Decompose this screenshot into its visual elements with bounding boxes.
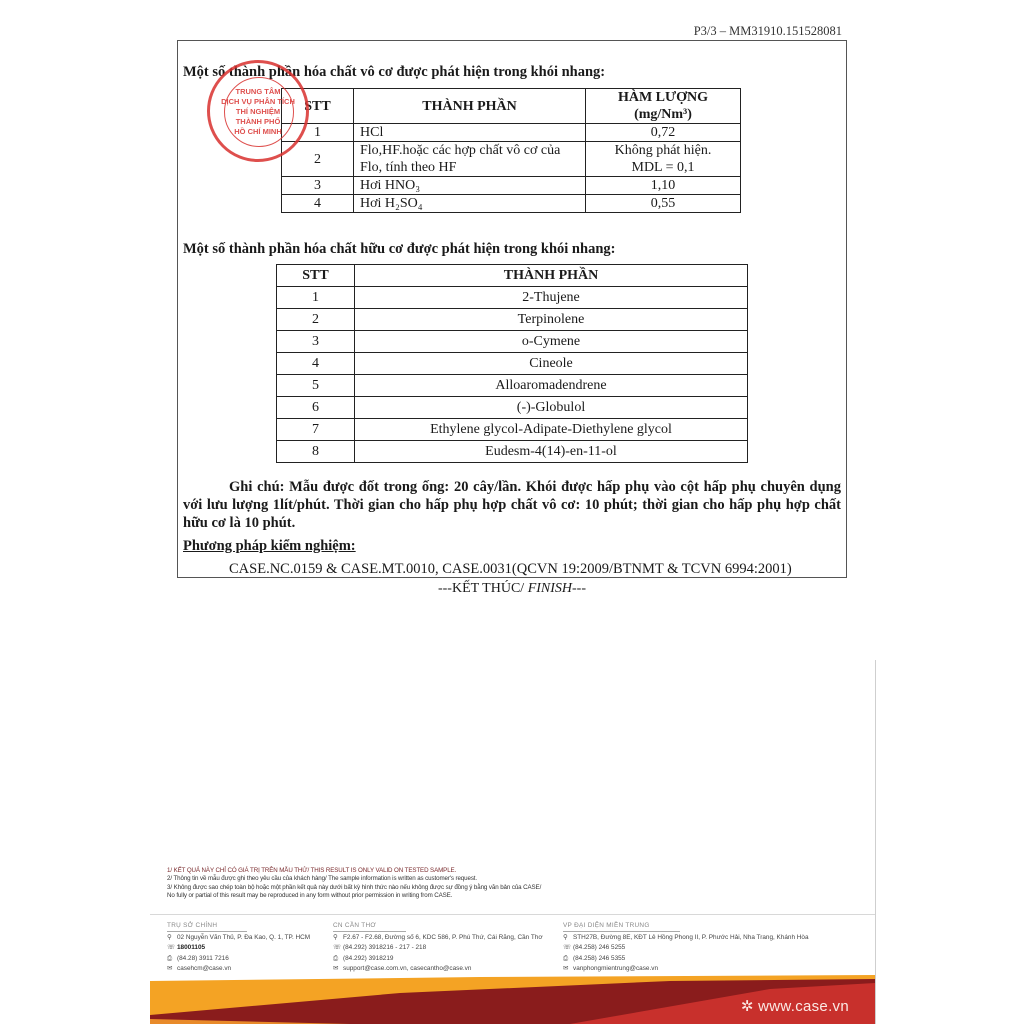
cell-component: 2-Thujene	[355, 287, 748, 309]
cell-component: Hơi HNO₃	[354, 177, 586, 195]
office-name: CN CẦN THƠ	[333, 921, 406, 932]
email-icon: ✉	[563, 964, 569, 972]
table-row	[282, 177, 741, 195]
cell-component: Terpinolene	[355, 309, 748, 331]
cell-component: (-)-Globulol	[355, 397, 748, 419]
cell-stt: 2	[277, 309, 355, 331]
stamp-text: TRUNG TÂM DỊCH VỤ PHÂN TÍCH THÍ NGHIỆM THÀNH PHỐ HỒ CHÍ MINH	[221, 87, 295, 136]
cell-component: Flo,HF.hoặc các hợp chất vô cơ của Flo, tính theo HF	[354, 142, 586, 177]
red-seal-stamp	[207, 60, 309, 162]
cell-component: Ethylene glycol-Adipate-Diethylene glycol	[355, 419, 748, 441]
office-address: ⚲ STH27B, Đường 8E, KĐT Lê Hồng Phong II, P. Phước Hải, Nha Trang, Khánh Hòa	[563, 933, 809, 943]
disclaimer-2: 2/ Thông tin về mẫu được ghi theo yêu cầu của khách hàng/ The sample information is written as customer's request.	[167, 875, 478, 883]
office-address: ⚲ F2.67 - F2.68, Đường số 6, KDC 586, P. Phú Thứ, Cái Răng, Cần Thơ	[333, 933, 543, 943]
table-header-row	[282, 89, 741, 124]
organic-section-title: Một số thành phần hóa chất hữu cơ được phát hiện trong khói nhang:	[183, 241, 616, 257]
website-link[interactable]: ✲ www.case.vn	[740, 998, 849, 1015]
table-row	[277, 331, 748, 353]
cell-stt: 6	[277, 397, 355, 419]
email-icon: ✉	[167, 964, 173, 972]
office-address: ⚲ 02 Nguyễn Văn Thủ, P. Đa Kao, Q. 1, TP. HCM	[167, 933, 310, 943]
cell-component: HCl	[354, 124, 586, 142]
cell-stt: 4	[282, 195, 354, 213]
cell-stt: 1	[282, 124, 354, 142]
cell-component: Eudesm-4(14)-en-11-ol	[355, 441, 748, 463]
phone-icon: ☏	[563, 944, 571, 952]
office-fax: ⎙ (84.28) 3911 7216	[167, 954, 310, 964]
office-email[interactable]: ✉ support@case.com.vn, casecantho@case.vn	[333, 964, 543, 974]
header-stt: STT	[277, 265, 355, 287]
table-row	[282, 124, 741, 142]
table-row	[277, 441, 748, 463]
table-row	[277, 397, 748, 419]
office-email[interactable]: ✉ vanphongmientrung@case.vn	[563, 964, 809, 974]
office-name: VP ĐẠI DIỆN MIỀN TRUNG	[563, 921, 680, 932]
cell-value: Không phát hiện. MDL = 0,1	[586, 142, 741, 177]
header-component: THÀNH PHẦN	[355, 265, 748, 287]
phone-icon: ☏	[333, 944, 341, 952]
table-row	[277, 309, 748, 331]
cell-component: Cineole	[355, 353, 748, 375]
location-pin-icon: ⚲	[167, 934, 172, 942]
location-pin-icon: ⚲	[563, 934, 568, 942]
cell-value: 0,72	[586, 124, 741, 142]
table-row	[277, 375, 748, 397]
disclaimers	[167, 867, 541, 901]
method-title: Phương pháp kiểm nghiệm:	[183, 538, 356, 554]
table-row	[282, 195, 741, 213]
cell-component: o-Cymene	[355, 331, 748, 353]
cell-stt: 4	[277, 353, 355, 375]
office-email[interactable]: ✉ casehcm@case.vn	[167, 964, 310, 974]
office-can-tho	[333, 921, 543, 974]
inorganic-section-title: Một số thành phần hóa chất vô cơ được phát hiện trong khói nhang:	[183, 64, 606, 80]
office-central	[563, 921, 809, 974]
office-phone: ☏ (84.258) 246 5255	[563, 943, 809, 953]
organic-table	[276, 264, 748, 463]
method-text: CASE.NC.0159 & CASE.MT.0010, CASE.0031(QCVN 19:2009/BTNMT & TCVN 6994:2001)	[229, 561, 792, 577]
disclaimer-3-en: No fully or partial of this result may be reproduced in any form without prior permission in writing from CASE.	[167, 892, 453, 900]
cell-component: Alloaromadendrene	[355, 375, 748, 397]
disclaimer-3: 3/ Không được sao chép toàn bộ hoặc một phần kết quả này dưới bất kỳ hình thức nào nếu không được sự đồng ý bằng văn bản của CASE/	[167, 883, 542, 891]
inorganic-table	[281, 88, 741, 213]
cell-component: Hơi H₂SO₄	[354, 195, 586, 213]
cell-stt: 1	[277, 287, 355, 309]
cell-stt: 3	[282, 177, 354, 195]
finish-marker: ---KẾT THÚC/ FINISH---	[437, 581, 587, 596]
office-phone: ☏ (84.292) 3918216 - 217 - 218	[333, 943, 543, 953]
fax-icon: ⎙	[563, 954, 569, 962]
cell-stt: 7	[277, 419, 355, 441]
table-row	[277, 419, 748, 441]
cell-stt: 8	[277, 441, 355, 463]
table-row	[277, 353, 748, 375]
table-row	[282, 142, 741, 177]
email-icon: ✉	[333, 964, 339, 972]
cell-value: 0,55	[586, 195, 741, 213]
cell-value: 1,10	[586, 177, 741, 195]
office-phone: ☏ 18001105	[167, 943, 310, 953]
table-header-row	[277, 265, 748, 287]
phone-icon: ☏	[167, 944, 175, 952]
fax-icon: ⎙	[167, 954, 173, 962]
office-head-office	[167, 921, 310, 974]
header-component: THÀNH PHẦN	[354, 89, 586, 124]
note-paragraph: Ghi chú: Mẫu được đốt trong ống: 20 cây/lần. Khói được hấp phụ vào cột hấp phụ chuyên dụng với lưu lượng 1lít/phút. Thời gian cho hấp phụ hợp chất vô cơ: 10 phút; thời gian cho hấp phụ hợp chất hữu cơ là 10 phút.	[183, 479, 841, 531]
header-stt: STT	[282, 89, 354, 124]
disclaimer-1: 1/ KẾT QUẢ NÀY CHỈ CÓ GIÁ TRỊ TRÊN MẪU THỬ/ THIS RESULT IS ONLY VALID ON TESTED SAMPLE.	[167, 867, 457, 874]
cell-stt: 5	[277, 375, 355, 397]
fax-icon: ⎙	[333, 954, 339, 962]
office-fax: ⎙ (84.258) 246 5355	[563, 954, 809, 964]
footer-divider	[150, 914, 875, 915]
office-name: TRỤ SỞ CHÍNH	[167, 921, 247, 932]
office-fax: ⎙ (84.292) 3918219	[333, 954, 543, 964]
page-reference: P3/3 – MM31910.151528081	[693, 24, 842, 38]
header-content: HÀM LƯỢNG (mg/Nm³)	[586, 89, 741, 124]
location-pin-icon: ⚲	[333, 934, 338, 942]
cell-stt: 2	[282, 142, 354, 177]
table-row	[277, 287, 748, 309]
cell-stt: 3	[277, 331, 355, 353]
